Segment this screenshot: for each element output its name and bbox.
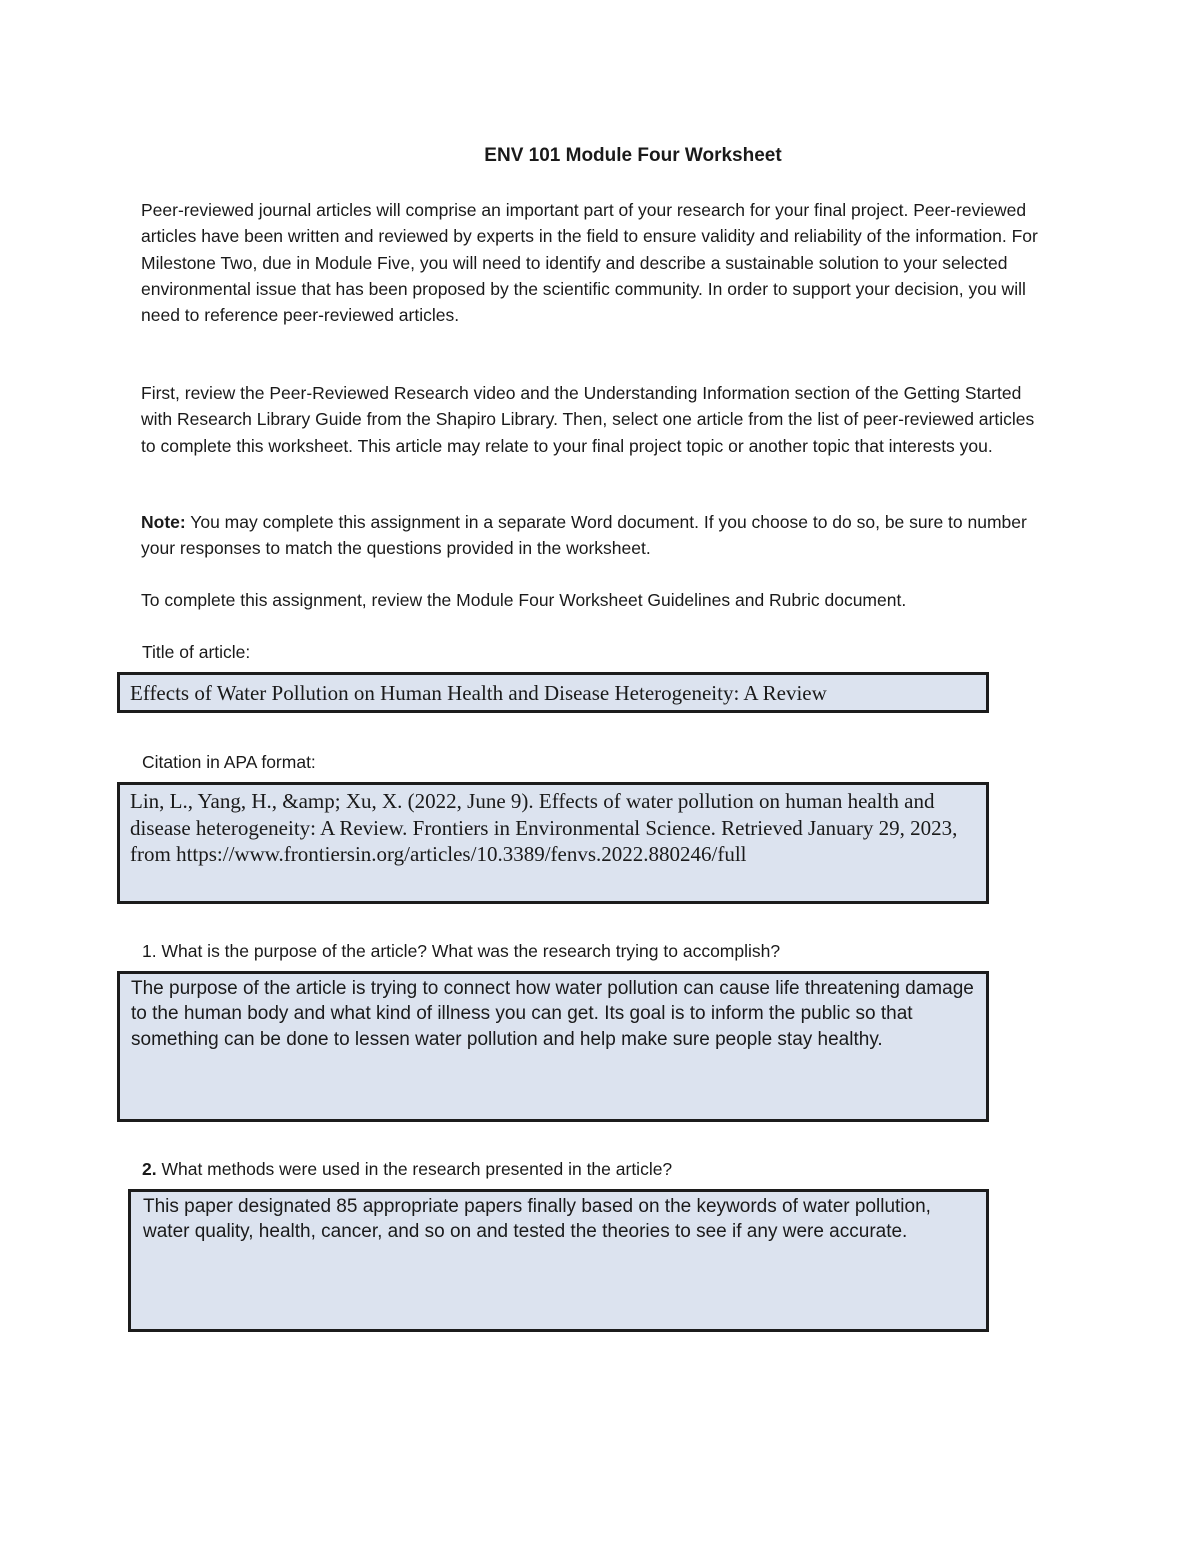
question-2 (142, 1157, 672, 1181)
instructions-paragraph: First, review the Peer-Reviewed Research video and the Understanding Information section of the Getting Started with Research Library Guide from the Shapiro Library. Then, select one article from the list of peer-reviewed articles to complete this worksheet. This article may relate to your final project topic or another topic that interests you. (141, 383, 1035, 456)
question-2-number: 2. (142, 1159, 157, 1179)
intro-paragraph: Peer-reviewed journal articles will comprise an important part of your research for your final project. Peer-reviewed articles have been written and reviewed by experts in the field to ensure validity and reliability of the information. For Milestone Two, due in Module Five, you will need to identify and describe a sustainable solution to your selected environmental issue that has been proposed by the scientific community. In order to support your decision, you will need to reference peer-reviewed articles. (141, 200, 1038, 326)
citation-label: Citation in APA format: (142, 752, 316, 772)
citation-answer-box[interactable]: Lin, L., Yang, H., &amp; Xu, X. (2022, June 9). Effects of water pollution on human health and disease heterogeneity: A Review. Frontiers in Environmental Science. Retrieved January 29, 2023, from https://www.frontiersin.org/articles/10.3389/fenvs.2022.880246/full (117, 782, 989, 904)
note-paragraph (141, 509, 1051, 562)
question-1-number: 1. (142, 941, 157, 961)
note-label: Note: (141, 512, 186, 532)
answer-2-box[interactable]: This paper designated 85 appropriate papers finally based on the keywords of water pollution, water quality, health, cancer, and so on and tested the theories to see if any were accurate. (128, 1189, 989, 1332)
document-title: ENV 101 Module Four Worksheet (484, 145, 782, 166)
complete-paragraph: To complete this assignment, review the Module Four Worksheet Guidelines and Rubric document. (141, 590, 907, 610)
title-label: Title of article: (142, 642, 251, 662)
question-1 (142, 939, 780, 963)
question-1-text: What is the purpose of the article? What was the research trying to accomplish? (156, 941, 781, 961)
title-answer-box[interactable]: Effects of Water Pollution on Human Health and Disease Heterogeneity: A Review (117, 672, 989, 713)
answer-1-box[interactable]: The purpose of the article is trying to connect how water pollution can cause life threatening damage to the human body and what kind of illness you can get. Its goal is to inform the public so that something can be done to lessen water pollution and help make sure people stay healthy. (117, 971, 989, 1122)
question-2-text: What methods were used in the research presented in the article? (156, 1159, 673, 1179)
note-text: You may complete this assignment in a separate Word document. If you choose to do so, be sure to number your responses to match the questions provided in the worksheet. (141, 512, 1027, 559)
